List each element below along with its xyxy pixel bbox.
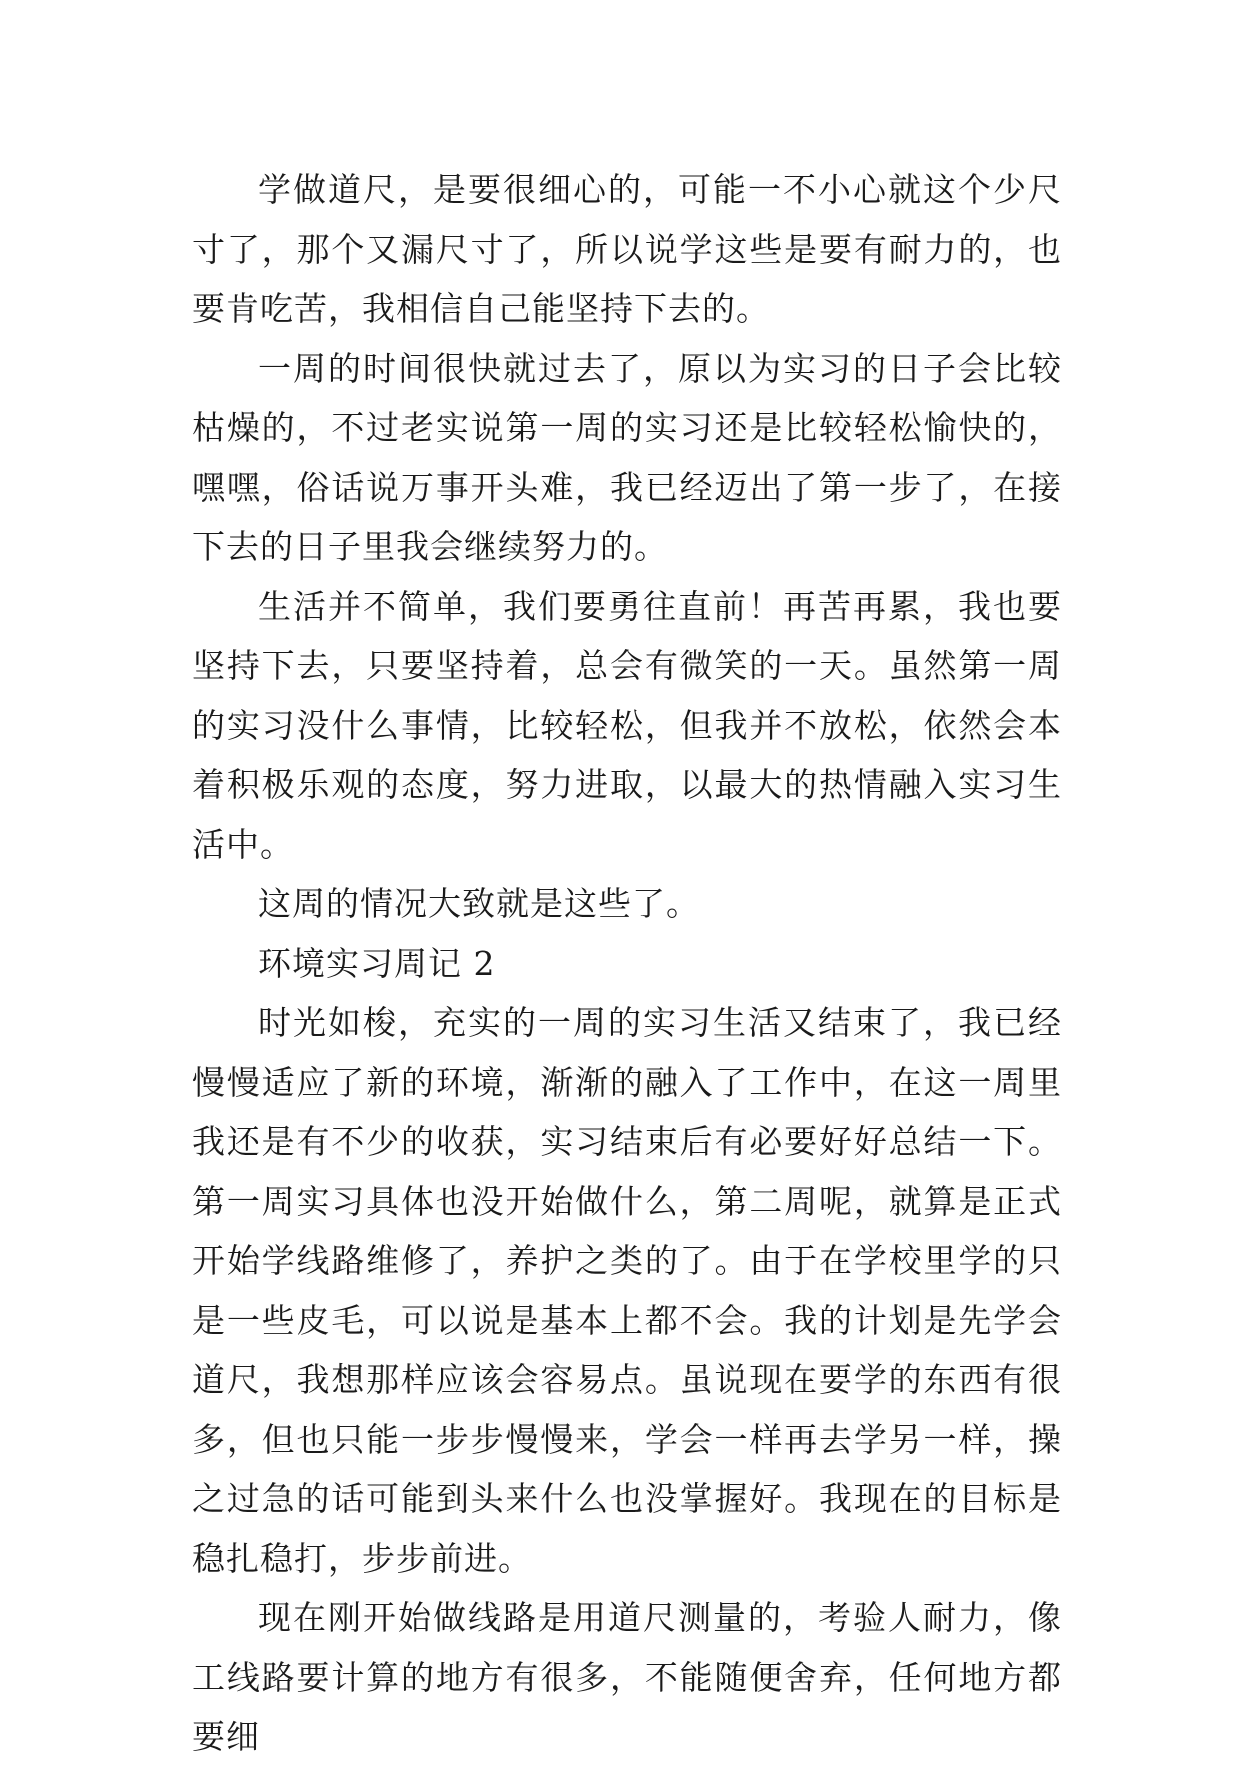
paragraph-4: 这周的情况大致就是这些了。 [258,884,700,923]
paragraph-5: 时光如梭，充实的一周的实习生活又结束了，我已经慢慢适应了新的环境，渐渐的融入了工作中，在这一周里我还是有不少的收获，实习结束后有必要好好总结一下。第一周实习具体也没开始做什么，第二周呢，就算是正式开始学线路维修了，养护之类的了。由于在学校里学的只是一些皮毛，可以说是基本上都不会。我的计划是先学会道尺，我想那样应该会容易点。虽说现在要学的东西有很多，但也只能一步步慢慢来，学会一样再去学另一样，操之过急的话可能到头来什么也没掌握好。我现在的目标是稳扎稳打，步步前进。 [192,1003,1062,1578]
paragraph-2: 一周的时间很快就过去了，原以为实习的日子会比较枯燥的，不过老实说第一周的实习还是比较轻松愉快的，嘿嘿，俗话说万事开头难，我已经迈出了第一步了，在接下去的日子里我会继续努力的。 [192,348,1062,566]
paragraph-6: 现在刚开始做线路是用道尺测量的，考验人耐力，像工线路要计算的地方有很多，不能随便舍弃，任何地方都要细 [192,1598,1062,1756]
section-heading: 环境实习周记 2 [258,943,496,983]
paragraph-3: 生活并不简单，我们要勇往直前！再苦再累，我也要坚持下去，只要坚持着，总会有微笑的一天。虽然第一周的实习没什么事情，比较轻松，但我并不放松，依然会本着积极乐观的态度，努力进取，以最大的热情融入实习生活中。 [192,586,1062,864]
document-body [192,160,1062,1767]
paragraph-1: 学做道尺，是要很细心的，可能一不小心就这个少尺寸了，那个又漏尺寸了，所以说学这些是要有耐力的，也要肯吃苦，我相信自己能坚持下去的。 [192,170,1062,328]
